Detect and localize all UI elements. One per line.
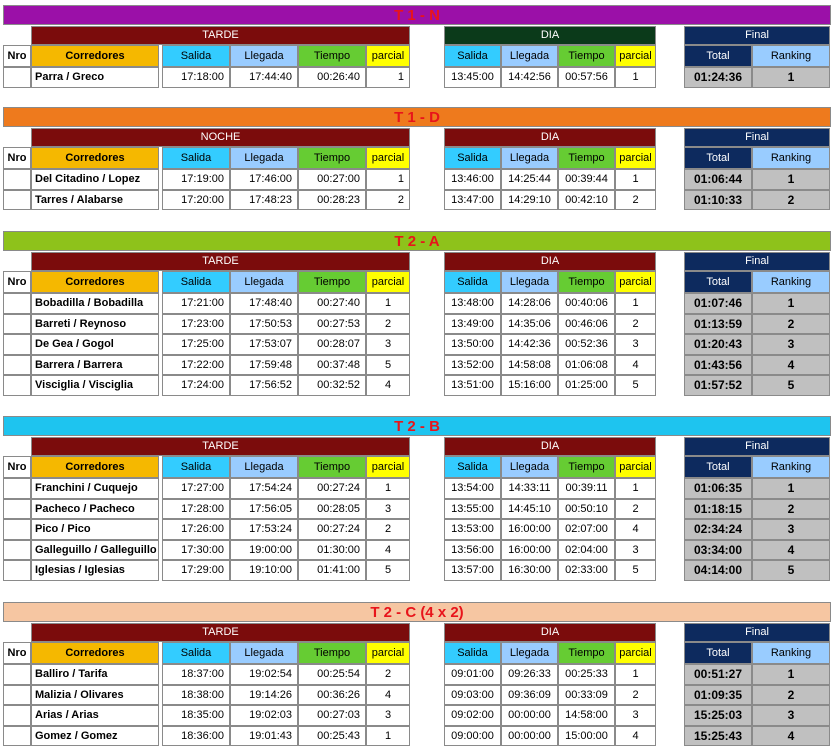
results-section (0, 231, 835, 396)
row-nro (3, 560, 31, 581)
row-total: 01:43:56 (684, 355, 752, 376)
row-tiempo: 00:25:43 (298, 726, 366, 746)
row-tiempo: 02:07:00 (558, 519, 615, 540)
col-header-corredores: Corredores (31, 642, 159, 664)
col-header-salida: Salida (162, 456, 230, 478)
col-header-corredores: Corredores (31, 456, 159, 478)
row-tiempo: 00:50:10 (558, 499, 615, 520)
row-total: 15:25:43 (684, 726, 752, 746)
col-header-ranking: Ranking (752, 147, 830, 169)
row-ranking: 4 (752, 726, 830, 746)
row-nro (3, 293, 31, 314)
row-salida: 17:22:00 (162, 355, 230, 376)
row-parcial: 1 (615, 169, 656, 190)
row-llegada: 17:53:07 (230, 334, 298, 355)
row-llegada: 19:02:03 (230, 705, 298, 726)
row-parcial: 2 (366, 314, 410, 335)
row-tiempo: 00:42:10 (558, 190, 615, 211)
row-tiempo: 02:04:00 (558, 540, 615, 561)
row-salida: 17:28:00 (162, 499, 230, 520)
row-tiempo: 01:30:00 (298, 540, 366, 561)
col-header-total: Total (684, 456, 752, 478)
row-parcial: 1 (615, 664, 656, 685)
row-llegada: 09:36:09 (501, 685, 558, 706)
col-header-tiempo: Tiempo (558, 45, 615, 67)
row-tiempo: 01:25:00 (558, 375, 615, 396)
col-header-llegada: Llegada (230, 45, 298, 67)
col-header-ranking: Ranking (752, 271, 830, 293)
row-salida: 13:54:00 (444, 478, 501, 499)
row-salida: 17:21:00 (162, 293, 230, 314)
col-header-llegada: Llegada (230, 642, 298, 664)
row-corredores: Arias / Arias (31, 705, 159, 726)
col-header-parcial: parcial (615, 271, 656, 293)
row-nro (3, 519, 31, 540)
row-salida: 17:26:00 (162, 519, 230, 540)
row-parcial: 3 (615, 334, 656, 355)
row-parcial: 1 (366, 169, 410, 190)
row-llegada: 14:45:10 (501, 499, 558, 520)
row-ranking: 5 (752, 560, 830, 581)
row-ranking: 4 (752, 540, 830, 561)
col-header-tiempo: Tiempo (298, 456, 366, 478)
col-header-salida: Salida (444, 45, 501, 67)
col-header-parcial: parcial (615, 456, 656, 478)
col-header-parcial: parcial (366, 147, 410, 169)
row-ranking: 1 (752, 293, 830, 314)
group-header-first: TARDE (31, 252, 410, 271)
row-llegada: 00:00:00 (501, 705, 558, 726)
group-header-dia: DIA (444, 128, 656, 147)
row-parcial: 1 (366, 67, 410, 88)
row-nro (3, 355, 31, 376)
row-salida: 17:23:00 (162, 314, 230, 335)
group-header-first: TARDE (31, 26, 410, 45)
row-llegada: 17:48:23 (230, 190, 298, 211)
row-tiempo: 00:57:56 (558, 67, 615, 88)
row-parcial: 2 (366, 664, 410, 685)
row-tiempo: 00:28:05 (298, 499, 366, 520)
row-total: 01:10:33 (684, 190, 752, 211)
row-salida: 13:56:00 (444, 540, 501, 561)
col-header-corredores: Corredores (31, 271, 159, 293)
col-header-parcial: parcial (366, 45, 410, 67)
row-tiempo: 00:39:44 (558, 169, 615, 190)
row-nro (3, 499, 31, 520)
row-corredores: Del Citadino / Lopez (31, 169, 159, 190)
row-corredores: Pico / Pico (31, 519, 159, 540)
row-llegada: 19:10:00 (230, 560, 298, 581)
col-header-total: Total (684, 45, 752, 67)
row-llegada: 19:02:54 (230, 664, 298, 685)
row-ranking: 2 (752, 314, 830, 335)
row-parcial: 3 (366, 499, 410, 520)
row-llegada: 17:56:05 (230, 499, 298, 520)
results-section (0, 5, 835, 88)
row-ranking: 3 (752, 519, 830, 540)
row-salida: 09:02:00 (444, 705, 501, 726)
row-llegada: 14:33:11 (501, 478, 558, 499)
group-header-final: Final (684, 128, 830, 147)
col-header-salida: Salida (444, 642, 501, 664)
group-header-dia: DIA (444, 623, 656, 642)
row-tiempo: 00:26:40 (298, 67, 366, 88)
col-header-parcial: parcial (615, 147, 656, 169)
row-parcial: 1 (366, 293, 410, 314)
row-tiempo: 00:27:03 (298, 705, 366, 726)
row-tiempo: 02:33:00 (558, 560, 615, 581)
row-llegada: 14:29:10 (501, 190, 558, 211)
row-corredores: Tarres / Alabarse (31, 190, 159, 211)
row-llegada: 17:53:24 (230, 519, 298, 540)
col-header-parcial: parcial (366, 456, 410, 478)
group-header-final: Final (684, 623, 830, 642)
group-header-dia: DIA (444, 437, 656, 456)
row-ranking: 5 (752, 375, 830, 396)
row-corredores: Barrera / Barrera (31, 355, 159, 376)
row-salida: 09:03:00 (444, 685, 501, 706)
row-llegada: 17:56:52 (230, 375, 298, 396)
row-corredores: Franchini / Cuquejo (31, 478, 159, 499)
row-llegada: 09:26:33 (501, 664, 558, 685)
row-parcial: 2 (366, 519, 410, 540)
row-salida: 13:55:00 (444, 499, 501, 520)
col-header-tiempo: Tiempo (298, 45, 366, 67)
row-corredores: Malizia / Olivares (31, 685, 159, 706)
col-header-tiempo: Tiempo (558, 642, 615, 664)
row-salida: 13:50:00 (444, 334, 501, 355)
row-parcial: 4 (366, 540, 410, 561)
row-tiempo: 00:40:06 (558, 293, 615, 314)
row-parcial: 3 (366, 334, 410, 355)
row-salida: 13:49:00 (444, 314, 501, 335)
row-parcial: 4 (366, 375, 410, 396)
row-salida: 18:35:00 (162, 705, 230, 726)
row-parcial: 1 (615, 293, 656, 314)
row-nro (3, 705, 31, 726)
row-tiempo: 00:25:33 (558, 664, 615, 685)
col-header-llegada: Llegada (230, 147, 298, 169)
col-header-llegada: Llegada (501, 456, 558, 478)
row-parcial: 5 (366, 560, 410, 581)
row-ranking: 1 (752, 67, 830, 88)
row-llegada: 17:44:40 (230, 67, 298, 88)
row-ranking: 2 (752, 190, 830, 211)
group-header-first: TARDE (31, 437, 410, 456)
col-header-llegada: Llegada (501, 271, 558, 293)
row-total: 01:20:43 (684, 334, 752, 355)
row-salida: 17:29:00 (162, 560, 230, 581)
row-total: 02:34:24 (684, 519, 752, 540)
row-corredores: De Gea / Gogol (31, 334, 159, 355)
row-salida: 17:27:00 (162, 478, 230, 499)
section-title: T 2 - A (3, 231, 831, 251)
col-header-llegada: Llegada (230, 456, 298, 478)
col-header-tiempo: Tiempo (298, 271, 366, 293)
row-llegada: 17:50:53 (230, 314, 298, 335)
col-header-parcial: parcial (615, 642, 656, 664)
row-llegada: 17:59:48 (230, 355, 298, 376)
col-header-llegada: Llegada (501, 642, 558, 664)
row-llegada: 14:25:44 (501, 169, 558, 190)
section-title: T 1 - D (3, 107, 831, 127)
row-nro (3, 540, 31, 561)
col-header-nro: Nro (3, 147, 31, 169)
row-nro (3, 726, 31, 746)
col-header-corredores: Corredores (31, 45, 159, 67)
row-tiempo: 01:06:08 (558, 355, 615, 376)
row-parcial: 5 (615, 560, 656, 581)
row-salida: 17:18:00 (162, 67, 230, 88)
col-header-tiempo: Tiempo (558, 456, 615, 478)
row-total: 01:06:35 (684, 478, 752, 499)
row-llegada: 17:54:24 (230, 478, 298, 499)
col-header-parcial: parcial (366, 271, 410, 293)
row-tiempo: 00:27:00 (298, 169, 366, 190)
row-corredores: Visciglia / Visciglia (31, 375, 159, 396)
row-llegada: 15:16:00 (501, 375, 558, 396)
row-nro (3, 375, 31, 396)
row-llegada: 14:35:06 (501, 314, 558, 335)
row-corredores: Balliro / Tarifa (31, 664, 159, 685)
row-tiempo: 00:36:26 (298, 685, 366, 706)
col-header-llegada: Llegada (230, 271, 298, 293)
row-tiempo: 00:27:24 (298, 519, 366, 540)
row-parcial: 4 (615, 726, 656, 746)
col-header-total: Total (684, 147, 752, 169)
row-total: 01:06:44 (684, 169, 752, 190)
col-header-tiempo: Tiempo (558, 147, 615, 169)
row-ranking: 4 (752, 355, 830, 376)
row-ranking: 1 (752, 478, 830, 499)
group-header-first: TARDE (31, 623, 410, 642)
section-title: T 1 - N (3, 5, 831, 25)
row-parcial: 2 (615, 499, 656, 520)
row-total: 03:34:00 (684, 540, 752, 561)
row-salida: 13:51:00 (444, 375, 501, 396)
row-llegada: 19:14:26 (230, 685, 298, 706)
row-total: 01:09:35 (684, 685, 752, 706)
row-salida: 13:47:00 (444, 190, 501, 211)
row-llegada: 19:01:43 (230, 726, 298, 746)
row-total: 01:18:15 (684, 499, 752, 520)
row-parcial: 4 (615, 519, 656, 540)
row-corredores: Parra / Greco (31, 67, 159, 88)
row-salida: 13:45:00 (444, 67, 501, 88)
col-header-salida: Salida (444, 147, 501, 169)
row-tiempo: 00:52:36 (558, 334, 615, 355)
col-header-salida: Salida (162, 271, 230, 293)
row-llegada: 00:00:00 (501, 726, 558, 746)
row-parcial: 5 (366, 355, 410, 376)
row-parcial: 1 (366, 726, 410, 746)
row-tiempo: 00:27:40 (298, 293, 366, 314)
col-header-nro: Nro (3, 45, 31, 67)
group-header-dia: DIA (444, 252, 656, 271)
section-title: T 2 - B (3, 416, 831, 436)
row-salida: 13:52:00 (444, 355, 501, 376)
row-corredores: Pacheco / Pacheco (31, 499, 159, 520)
row-nro (3, 314, 31, 335)
row-nro (3, 685, 31, 706)
row-total: 00:51:27 (684, 664, 752, 685)
row-parcial: 1 (615, 67, 656, 88)
row-salida: 13:46:00 (444, 169, 501, 190)
row-tiempo: 00:25:54 (298, 664, 366, 685)
col-header-nro: Nro (3, 456, 31, 478)
row-ranking: 2 (752, 685, 830, 706)
group-header-final: Final (684, 437, 830, 456)
col-header-ranking: Ranking (752, 642, 830, 664)
col-header-salida: Salida (444, 271, 501, 293)
col-header-tiempo: Tiempo (298, 147, 366, 169)
row-parcial: 1 (366, 478, 410, 499)
row-total: 04:14:00 (684, 560, 752, 581)
row-llegada: 17:48:40 (230, 293, 298, 314)
row-salida: 09:00:00 (444, 726, 501, 746)
row-corredores: Galleguillo / Galleguillo (31, 540, 159, 561)
col-header-parcial: parcial (615, 45, 656, 67)
row-total: 01:07:46 (684, 293, 752, 314)
row-llegada: 19:00:00 (230, 540, 298, 561)
results-section (0, 602, 835, 746)
group-header-final: Final (684, 26, 830, 45)
col-header-nro: Nro (3, 642, 31, 664)
row-tiempo: 01:41:00 (298, 560, 366, 581)
row-ranking: 1 (752, 169, 830, 190)
col-header-nro: Nro (3, 271, 31, 293)
row-tiempo: 00:28:23 (298, 190, 366, 211)
row-nro (3, 478, 31, 499)
row-tiempo: 00:37:48 (298, 355, 366, 376)
row-parcial: 2 (366, 190, 410, 211)
row-tiempo: 00:28:07 (298, 334, 366, 355)
row-nro (3, 169, 31, 190)
col-header-tiempo: Tiempo (558, 271, 615, 293)
row-parcial: 3 (615, 540, 656, 561)
col-header-ranking: Ranking (752, 45, 830, 67)
row-total: 15:25:03 (684, 705, 752, 726)
row-parcial: 3 (615, 705, 656, 726)
row-nro (3, 67, 31, 88)
row-ranking: 1 (752, 664, 830, 685)
row-tiempo: 00:27:53 (298, 314, 366, 335)
row-salida: 17:19:00 (162, 169, 230, 190)
col-header-llegada: Llegada (501, 147, 558, 169)
row-salida: 09:01:00 (444, 664, 501, 685)
row-parcial: 3 (366, 705, 410, 726)
col-header-total: Total (684, 642, 752, 664)
row-parcial: 4 (366, 685, 410, 706)
row-salida: 17:20:00 (162, 190, 230, 211)
group-header-first: NOCHE (31, 128, 410, 147)
row-salida: 18:37:00 (162, 664, 230, 685)
row-nro (3, 664, 31, 685)
row-total: 01:13:59 (684, 314, 752, 335)
row-tiempo: 14:58:00 (558, 705, 615, 726)
row-llegada: 14:58:08 (501, 355, 558, 376)
row-ranking: 3 (752, 705, 830, 726)
row-tiempo: 00:39:11 (558, 478, 615, 499)
row-ranking: 2 (752, 499, 830, 520)
row-salida: 17:30:00 (162, 540, 230, 561)
row-parcial: 2 (615, 314, 656, 335)
col-header-corredores: Corredores (31, 147, 159, 169)
row-llegada: 17:46:00 (230, 169, 298, 190)
section-title: T 2 - C (4 x 2) (3, 602, 831, 622)
results-section (0, 107, 835, 210)
row-salida: 17:24:00 (162, 375, 230, 396)
row-salida: 13:57:00 (444, 560, 501, 581)
row-llegada: 14:42:56 (501, 67, 558, 88)
row-salida: 17:25:00 (162, 334, 230, 355)
col-header-tiempo: Tiempo (298, 642, 366, 664)
row-total: 01:24:36 (684, 67, 752, 88)
row-tiempo: 00:46:06 (558, 314, 615, 335)
col-header-total: Total (684, 271, 752, 293)
row-corredores: Bobadilla / Bobadilla (31, 293, 159, 314)
row-llegada: 16:00:00 (501, 540, 558, 561)
row-tiempo: 00:33:09 (558, 685, 615, 706)
row-parcial: 4 (615, 355, 656, 376)
row-salida: 18:38:00 (162, 685, 230, 706)
row-salida: 13:53:00 (444, 519, 501, 540)
row-tiempo: 00:27:24 (298, 478, 366, 499)
row-salida: 18:36:00 (162, 726, 230, 746)
row-corredores: Iglesias / Iglesias (31, 560, 159, 581)
row-parcial: 5 (615, 375, 656, 396)
row-parcial: 2 (615, 190, 656, 211)
row-total: 01:57:52 (684, 375, 752, 396)
row-ranking: 3 (752, 334, 830, 355)
col-header-ranking: Ranking (752, 456, 830, 478)
row-tiempo: 00:32:52 (298, 375, 366, 396)
col-header-llegada: Llegada (501, 45, 558, 67)
row-tiempo: 15:00:00 (558, 726, 615, 746)
group-header-dia: DIA (444, 26, 656, 45)
row-corredores: Barreti / Reynoso (31, 314, 159, 335)
col-header-salida: Salida (162, 45, 230, 67)
col-header-parcial: parcial (366, 642, 410, 664)
row-llegada: 16:00:00 (501, 519, 558, 540)
row-nro (3, 190, 31, 211)
results-section (0, 416, 835, 581)
col-header-salida: Salida (444, 456, 501, 478)
row-parcial: 2 (615, 685, 656, 706)
row-salida: 13:48:00 (444, 293, 501, 314)
col-header-salida: Salida (162, 147, 230, 169)
row-corredores: Gomez / Gomez (31, 726, 159, 746)
row-llegada: 14:42:36 (501, 334, 558, 355)
row-nro (3, 334, 31, 355)
row-parcial: 1 (615, 478, 656, 499)
col-header-salida: Salida (162, 642, 230, 664)
row-llegada: 14:28:06 (501, 293, 558, 314)
row-llegada: 16:30:00 (501, 560, 558, 581)
group-header-final: Final (684, 252, 830, 271)
